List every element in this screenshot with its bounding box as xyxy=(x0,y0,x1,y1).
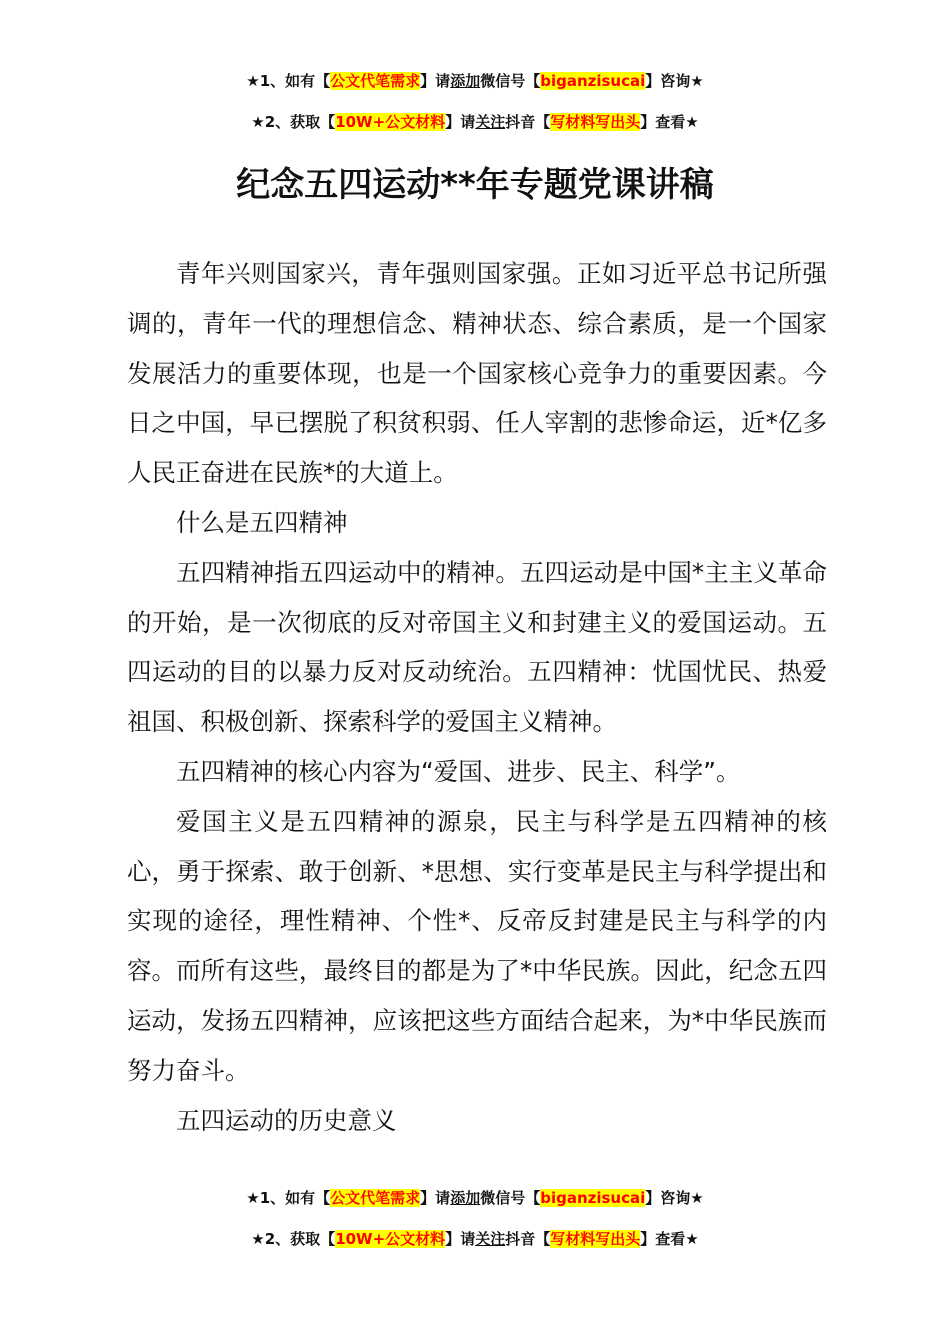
body-paragraph: 青年兴则国家兴，青年强则国家强。正如习近平总书记所强调的，青年一代的理想信念、精神状态、综合素质，是一个国家发展活力的重要体现，也是一个国家核心竞争力的重要因素。今日之中国，早已摆脱了积贫积弱、任人宰割的悲惨命运，近*亿多人民正奋进在民族*的大道上。 xyxy=(127,259,827,488)
promo-prefix: ★2、获取【 xyxy=(251,113,336,131)
body-paragraph: 五四精神的核心内容为“爱国、进步、民主、科学”。 xyxy=(176,756,741,786)
promo-line-consult-top xyxy=(0,70,950,92)
promo-prefix: ★1、如有【 xyxy=(246,1189,331,1207)
promo-text: 微信号【 xyxy=(480,1189,541,1207)
promo-prefix: ★1、如有【 xyxy=(246,72,331,90)
promo-text: 抖音【 xyxy=(505,1230,551,1248)
promo-highlight-materials: 10W+公文材料 xyxy=(335,113,446,131)
promo-suffix: 】咨询★ xyxy=(645,1189,704,1207)
promo-text: 】请 xyxy=(420,1189,451,1207)
promo-line-materials-top xyxy=(0,111,950,133)
promo-highlight-douyin-account: 写材料写出头 xyxy=(550,1230,641,1248)
promo-highlight-douyin-account: 写材料写出头 xyxy=(550,113,641,131)
promo-suffix: 】查看★ xyxy=(640,113,699,131)
promo-emphasis: 关注 xyxy=(475,113,506,131)
document-body xyxy=(127,249,827,1145)
promo-highlight-service: 公文代笔需求 xyxy=(330,1189,421,1207)
promo-highlight-service: 公文代笔需求 xyxy=(330,72,421,90)
promo-line-materials-bottom xyxy=(0,1228,950,1250)
promo-line-consult-bottom xyxy=(0,1187,950,1209)
section-heading: 五四运动的历史意义 xyxy=(176,1105,397,1135)
body-paragraph: 五四精神指五四运动中的精神。五四运动是中国*主主义革命的开始，是一次彻底的反对帝国主义和封建主义的爱国运动。五四运动的目的以暴力反对反动统治。五四精神：忧国忧民、热爱祖国、积极创新、探索科学的爱国主义精神。 xyxy=(127,557,827,737)
promo-text: 抖音【 xyxy=(505,113,551,131)
promo-highlight-wechat-id: biganzisucai xyxy=(540,72,646,90)
promo-text: 】请 xyxy=(420,72,451,90)
promo-text: 微信号【 xyxy=(480,72,541,90)
document-title: 纪念五四运动**年专题党课讲稿 xyxy=(236,165,714,205)
promo-prefix: ★2、获取【 xyxy=(251,1230,336,1248)
promo-text: 】请 xyxy=(445,1230,476,1248)
promo-highlight-materials: 10W+公文材料 xyxy=(335,1230,446,1248)
promo-emphasis: 关注 xyxy=(475,1230,506,1248)
promo-emphasis: 添加 xyxy=(450,72,481,90)
body-paragraph: 爱国主义是五四精神的源泉，民主与科学是五四精神的核心，勇于探索、敢于创新、*思想、实行变革是民主与科学提出和实现的途径，理性精神、个性*、反帝反封建是民主与科学的内容。而所有这些，最终目的都是为了*中华民族。因此，纪念五四运动，发扬五四精神，应该把这些方面结合起来，为*中华民族而努力奋斗。 xyxy=(127,806,827,1085)
promo-suffix: 】查看★ xyxy=(640,1230,699,1248)
section-heading: 什么是五四精神 xyxy=(176,507,348,537)
promo-highlight-wechat-id: biganzisucai xyxy=(540,1189,646,1207)
promo-suffix: 】咨询★ xyxy=(645,72,704,90)
promo-text: 】请 xyxy=(445,113,476,131)
promo-emphasis: 添加 xyxy=(450,1189,481,1207)
